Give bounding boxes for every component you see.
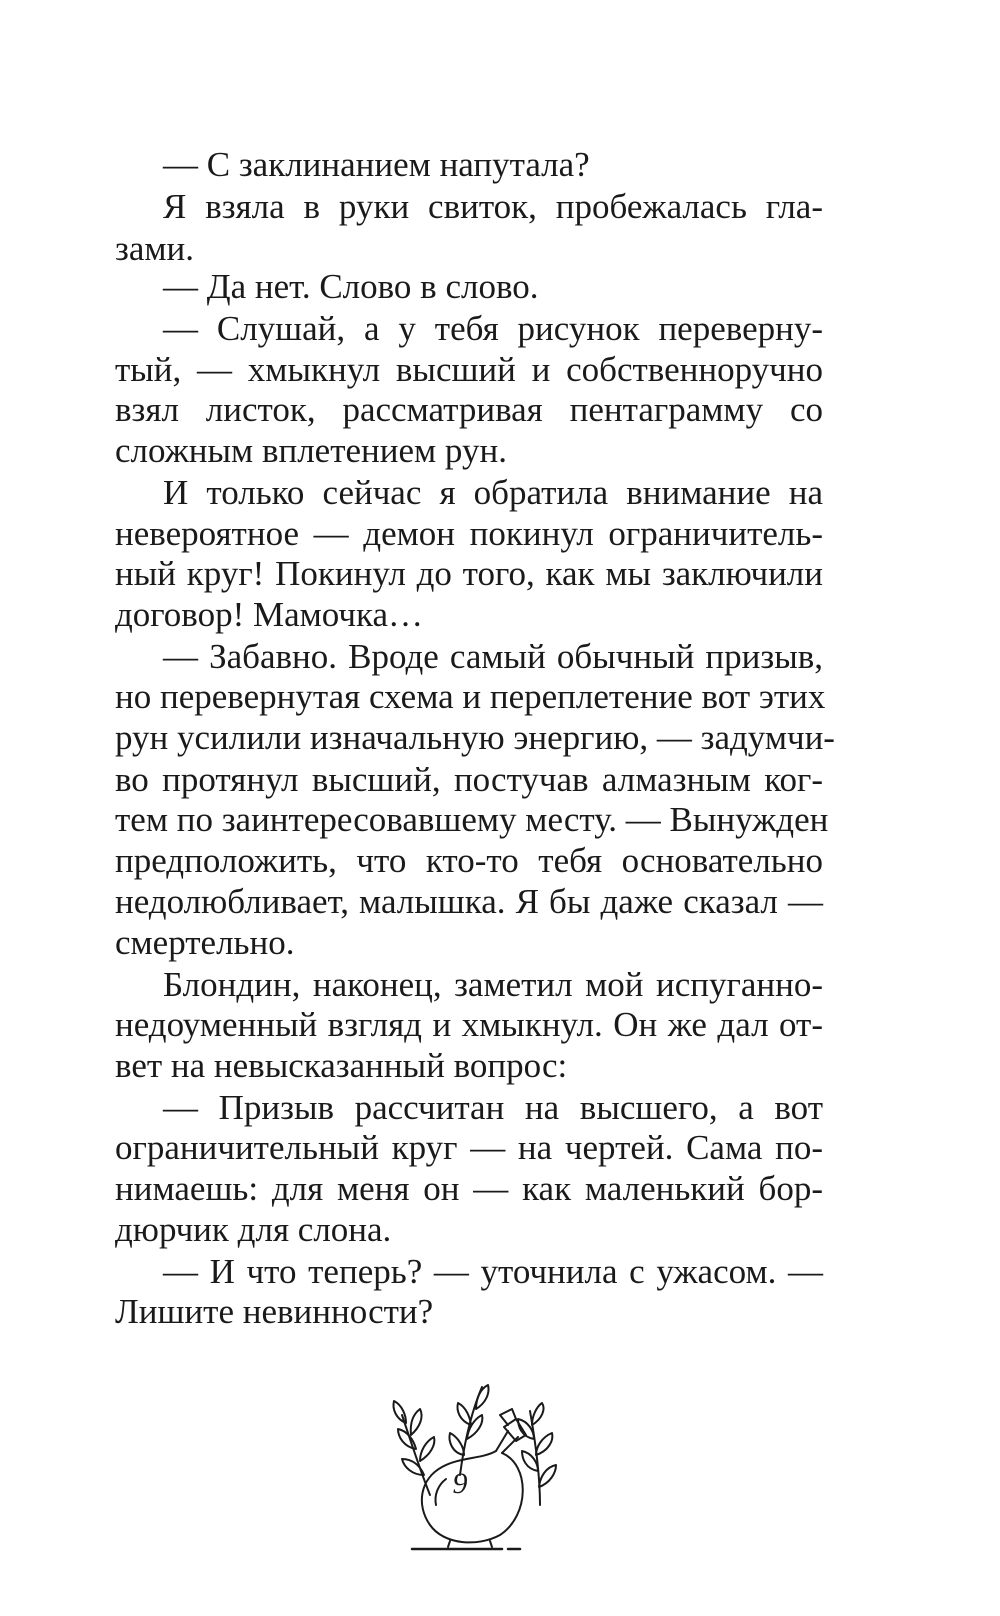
text-line: тем по заинтересовавшему месту. — Вынужден	[115, 800, 829, 839]
text-line: договор! Мамочка…	[115, 595, 423, 634]
text-line: И только сейчас я обратила внимание на	[163, 473, 823, 512]
text-line: зами.	[115, 229, 194, 268]
text-line: недоуменный взгляд и хмыкнул. Он же дал от-	[115, 1005, 823, 1044]
text-line: Лишите невинности?	[115, 1292, 434, 1331]
text-line: — Забавно. Вроде самый обычный призыв,	[163, 637, 823, 676]
text-line: — С заклинанием напутала?	[163, 145, 590, 184]
text-line: но перевернутая схема и переплетение вот этих	[115, 677, 826, 716]
text-line: предположить, что кто-то тебя основательно	[115, 841, 823, 880]
text-line: ный круг! Покинул до того, как мы заключили	[115, 554, 823, 593]
text-line: взял листок, рассматривая пентаграмму со	[115, 390, 823, 429]
text-line: во протянул высший, постучав алмазным ког-	[115, 760, 823, 799]
text-line: Я взяла в руки свиток, пробежалась гла-	[163, 187, 823, 226]
text-line: вет на невысказанный вопрос:	[115, 1046, 568, 1085]
text-line: тый, — хмыкнул высший и собственноручно	[115, 350, 823, 389]
potion-plant-ornament-icon	[390, 1375, 580, 1575]
text-line: Блондин, наконец, заметил мой испуганно-	[163, 965, 823, 1004]
text-line: дюрчик для слона.	[115, 1210, 392, 1249]
text-line: смертельно.	[115, 923, 295, 962]
text-line: — Призыв рассчитан на высшего, а вот	[163, 1088, 823, 1127]
text-line: рун усилили изначальную энергию, — задумчи-	[115, 718, 835, 757]
text-line: недолюбливает, малышка. Я бы даже сказал —	[115, 882, 823, 921]
text-line: невероятное — демон покинул ограничитель-	[115, 514, 823, 553]
text-line: нимаешь: для меня он — как маленький бор-	[115, 1169, 823, 1208]
page-number: 9	[452, 1467, 468, 1500]
text-line: сложным вплетением рун.	[115, 431, 507, 470]
text-line: — Да нет. Слово в слово.	[163, 267, 539, 306]
text-line: — И что теперь? — уточнила с ужасом. —	[163, 1252, 823, 1291]
text-line: — Слушай, а у тебя рисунок переверну-	[163, 309, 823, 348]
text-line: ограничительный круг — на чертей. Сама по-	[115, 1128, 823, 1167]
